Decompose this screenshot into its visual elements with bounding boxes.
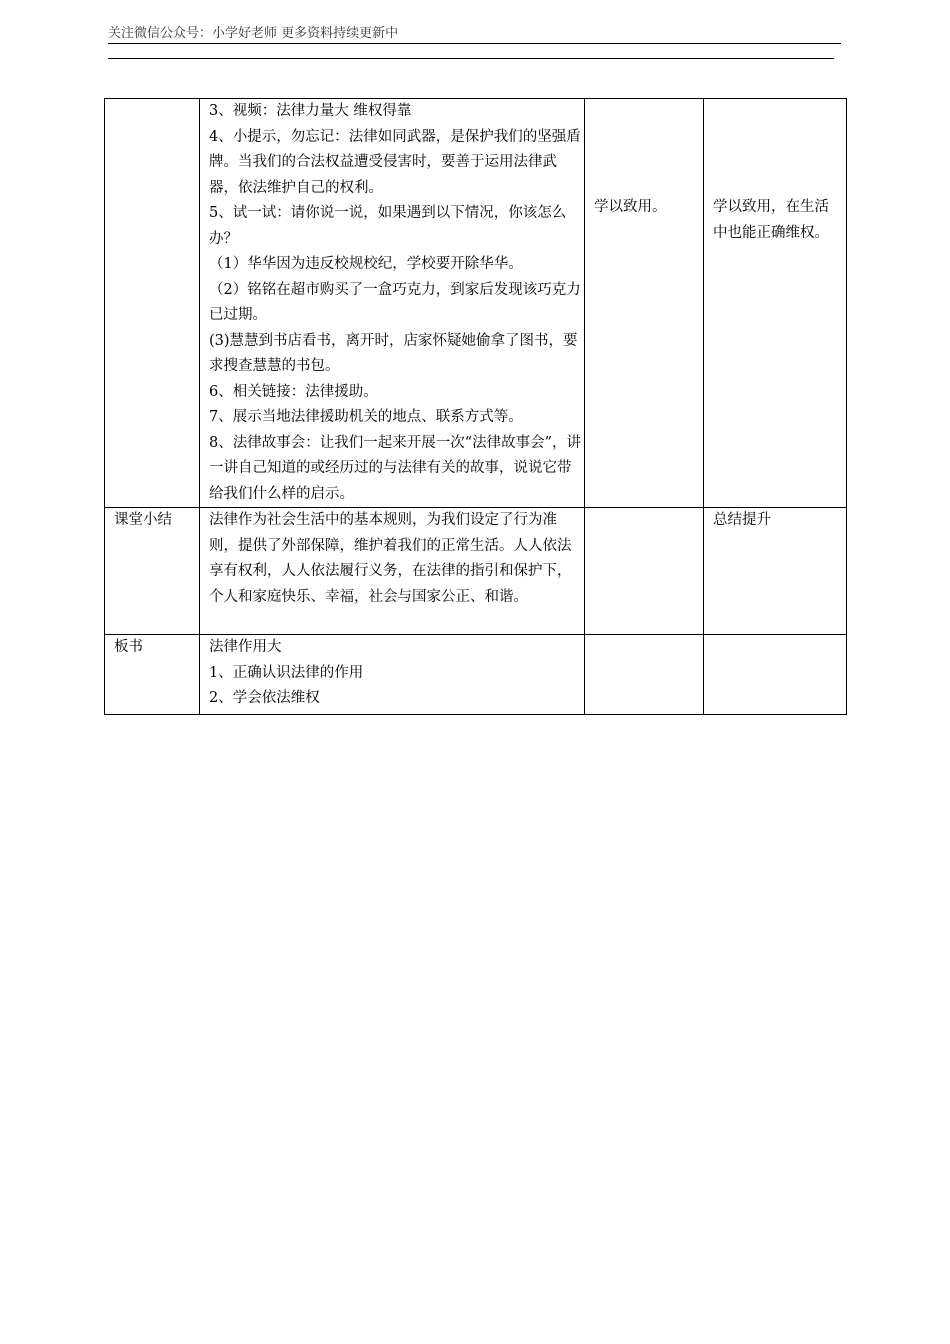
table-row-activities xyxy=(105,99,847,508)
activities-student-text: 学以致用。 xyxy=(594,199,667,215)
summary-label-cell: 课堂小结 xyxy=(105,508,200,635)
board-label-cell: 板书 xyxy=(105,635,200,715)
activity-line-4: 4、小提示，勿忘记：法律如同武器，是保护我们的坚强盾牌。当我们的合法权益遭受侵害时，要善于运用法律武器，依法维护自己的权利。 xyxy=(209,128,581,196)
activities-intent-cell xyxy=(704,99,847,508)
board-content-cell xyxy=(200,635,585,715)
activity-line-3: 3、视频：法律力量大 维权得靠 xyxy=(209,103,412,119)
board-intent-cell xyxy=(704,635,847,715)
summary-content-cell: 法律作为社会生活中的基本规则，为我们设定了行为准则，提供了外部保障，维护着我们的正常生活。人人依法享有权利，人人依法履行义务，在法律的指引和保护下，个人和家庭快乐、幸福，社会与国家公正、和谐。 xyxy=(200,508,585,635)
activities-student-cell xyxy=(585,99,704,508)
header-rule-second xyxy=(108,58,834,59)
board-student-cell xyxy=(585,635,704,715)
activities-content-cell xyxy=(200,99,585,508)
board-line-title: 法律作用大 xyxy=(209,639,282,655)
activities-intent-text: 学以致用，在生活中也能正确维权。 xyxy=(713,199,829,241)
activity-line-7: 7、展示当地法律援助机关的地点、联系方式等。 xyxy=(209,409,523,425)
activity-case-1: （1）华华因为违反校规校纪，学校要开除华华。 xyxy=(209,256,523,272)
page-header: 关注微信公众号：小学好老师 更多资料持续更新中 xyxy=(108,26,399,41)
board-line-1: 1、正确认识法律的作用 xyxy=(209,664,364,681)
activity-case-2: （2）铭铭在超市购买了一盒巧克力，到家后发现该巧克力已过期。 xyxy=(209,281,581,323)
header-rule-top xyxy=(108,43,841,44)
activity-line-6: 6、相关链接：法律援助。 xyxy=(209,383,378,400)
summary-student-cell xyxy=(585,508,704,635)
activity-line-8: 8、法律故事会：让我们一起来开展一次“法律故事会”，讲一讲自己知道的或经历过的与法律有关的故事，说说它带给我们什么样的启示。 xyxy=(209,434,582,502)
table-row-summary xyxy=(105,508,847,635)
lesson-plan-table xyxy=(104,98,847,715)
table-row-board xyxy=(105,635,847,715)
activity-case-3: (3)慧慧到书店看书，离开时，店家怀疑她偷拿了图书，要求搜查慧慧的书包。 xyxy=(209,332,578,374)
board-line-2: 2、学会依法维权 xyxy=(209,690,320,706)
summary-intent-cell: 总结提升 xyxy=(704,508,847,635)
activity-line-5: 5、试一试：请你说一说，如果遇到以下情况，你该怎么办？ xyxy=(209,205,567,247)
activities-label-cell xyxy=(105,99,200,508)
